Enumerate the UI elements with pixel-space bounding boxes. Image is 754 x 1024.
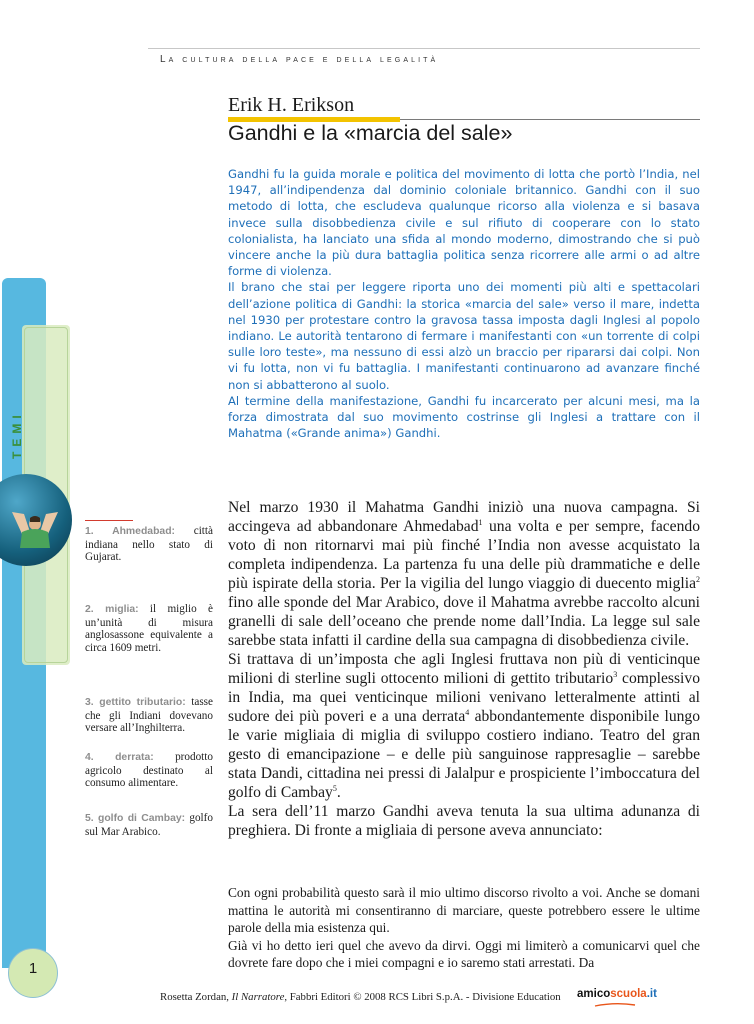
footnote-label: 5. golfo di Cambay: <box>85 813 186 824</box>
body-text: . <box>336 784 341 801</box>
intro-paragraph: Il brano che stai per leggere riporta uno dei momenti più alti e spettacolari dell’azione politica di Gandhi: la storica «marcia del sale» verso il mare, indetta nel 1930 per protestare contro la gravosa tassa imposta dagli Inglesi al popolo indiano. Le autorità tentarono di fermare i manifestanti con «un torrente di colpi sulle loro teste», ma nessuno di essi alzò un braccio per ripararsi dai colpi. Non vi fu lotta, non vi fu battaglia. I manifestanti continuarono ad avanzare finché non si abbatterono al suolo. <box>228 280 700 392</box>
notes-rule <box>85 520 133 521</box>
person-holding-globe-icon <box>0 474 70 548</box>
footer-credit <box>160 991 561 1003</box>
footnote-text: il miglio è un’unità di misura anglosassone equivalente a circa 1609 metri. <box>85 603 213 654</box>
body-text: fino alle sponde del Mar Arabico, dove il Mahatma avrebbe raccolto alcuni granelli di sale dell’oceano che prende nome dall’India. La legge sul sale sarebbe stata infatti il cardine della sua campagna di disobbedienza civile. <box>228 594 700 649</box>
footnote-ref-5: 5 <box>332 783 337 793</box>
footnote-1 <box>85 525 213 564</box>
footnote-text: tasse che gli Indiani dovevano versare all’Inghilterra. <box>85 696 213 735</box>
article-title: Gandhi e la «marcia del sale» <box>228 121 513 145</box>
quoted-speech <box>228 884 700 972</box>
body-text: una volta e per sempre, facendo voto di non ritornarvi mai più finché l’India non avesse acquistato la completa indipendenza. La partenza fu una delle più drammatiche e delle più ispirate della storia. Per la vigilia del lungo viaggio di duecento miglia <box>228 518 700 592</box>
footnote-ref-4: 4 <box>465 707 470 717</box>
intro-paragraph: Gandhi fu la guida morale e politica del movimento di lotta che portò l’India, nel 1947, all’indipendenza dal dominio coloniale britannico. Gandhi con il suo metodo di lotta, che escludeva qualunque ricorso alla violenza e si basava invece sulla disobbedienza civile e sul rifiuto di cooperare con lo stato colonialista, ha lanciato una sfida al mondo moderno, dimostrando che si può vincere anche la più dura battaglia politica senza ricorrere alle armi o ad altre forme di violenza. <box>228 167 700 279</box>
footer-book-title: Il Narratore <box>231 991 285 1003</box>
footer-text: Rosetta Zordan, <box>160 991 232 1003</box>
brand-swoosh-icon <box>594 1002 636 1008</box>
body-text: abbondantemente disponibile lungo le varie migliaia di miglia di sviluppo costiero indiano. Teatro del gran gesto di emancipazione – e delle più sanguinose rappresaglie – sarebbe stata Dandi, cittadina nei pressi di Jalalpur e prospiciente l’imboccatura del golfo di Cambay <box>228 708 701 801</box>
footnote-ref-2: 2 <box>696 574 700 584</box>
main-text <box>228 498 700 840</box>
section-header: La cultura della pace e della legalità <box>160 54 439 65</box>
footnote-4 <box>85 751 213 790</box>
body-paragraph: La sera dell’11 marzo Gandhi aveva tenuta la sua ultima adunanza di preghiera. Di fronte a migliaia di persone aveva annunciato: <box>228 803 700 839</box>
footnote-3 <box>85 696 213 735</box>
body-text: Nel marzo 1930 il Mahatma Gandhi iniziò una nuova campagna. Si accingeva ad abbandonare Ahmedabad <box>228 499 700 535</box>
quote-paragraph: Con ogni probabilità questo sarà il mio ultimo discorso rivolto a voi. Anche se domani mattina le autorità mi consentiranno di marciare, queste potrebbero essere le ultime parole della mia esistenza qui. <box>228 885 700 936</box>
body-paragraph <box>228 650 700 802</box>
brand-text: scuola <box>610 988 647 1000</box>
quote-paragraph: Già vi ho detto ieri quel che avevo da dirvi. Oggi mi limiterò a comunicarvi quel che dovrete fare dopo che i miei compagni e io saremo stati arrestati. Da <box>228 937 700 971</box>
intro-paragraph: Al termine della manifestazione, Gandhi fu incarcerato per alcuni mesi, ma la forza dimostrata dal suo movimento costrinse gli Inglesi a trattare con il Mahatma («Grande anima») Gandhi. <box>228 393 700 441</box>
page-number: 1 <box>28 960 38 977</box>
footnote-ref-1: 1 <box>478 517 483 527</box>
title-rule <box>400 119 700 120</box>
footnote-text: città indiana nello stato di Gujarat. <box>85 525 213 564</box>
footnote-text: prodotto agricolo destinato al consumo alimentare. <box>85 751 213 790</box>
body-paragraph <box>228 498 700 650</box>
footnote-label: 2. miglia: <box>85 604 139 615</box>
footnote-text: golfo sul Mar Arabico. <box>85 812 213 838</box>
author-name: Erik H. Erikson <box>228 94 355 116</box>
brand-text: .it <box>646 988 657 1000</box>
sidebar-tab-label: TEMI <box>10 410 24 460</box>
footnote-label: 4. derrata: <box>85 752 154 763</box>
footnote-label: 1. Ahmedabad: <box>85 526 176 537</box>
intro-text <box>228 166 700 441</box>
footnote-ref-3: 3 <box>613 669 618 679</box>
footnote-2 <box>85 603 213 654</box>
brand-text: amico <box>577 988 611 1000</box>
brand-logo <box>577 988 657 1000</box>
body-text: Si trattava di un’imposta che agli Inglesi fruttava non più di venticinque milioni di sterline sugli ottocento milioni di gettito tributario <box>228 651 700 687</box>
footnote-5 <box>85 812 213 838</box>
footer-text: , Fabbri Editori © 2008 RCS Libri S.p.A. - Divisione Education <box>284 991 561 1003</box>
header-rule <box>148 48 700 49</box>
body-text: complessivo in India, ma quei venticinque milioni venivano letteralmente attinti al sudore dei più poveri e a una derrata <box>228 670 700 725</box>
footnote-label: 3. gettito tributario: <box>85 697 186 708</box>
